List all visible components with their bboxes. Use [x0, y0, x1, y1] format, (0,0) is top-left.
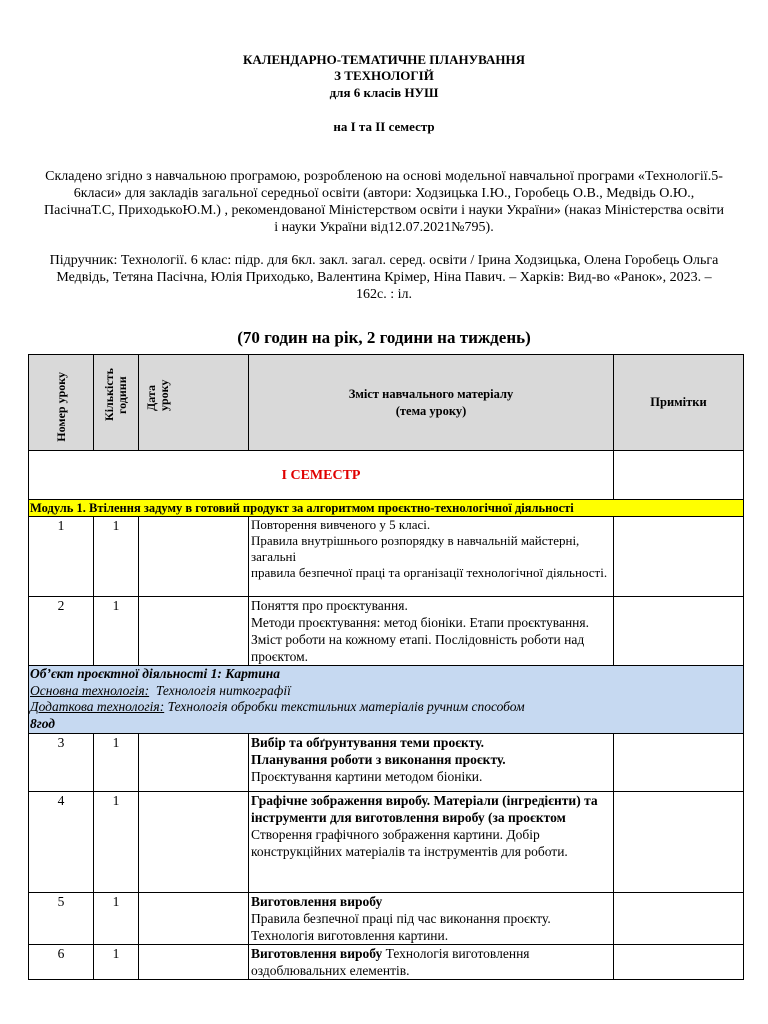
doc-semester-line: на І та ІІ семестр	[333, 119, 435, 134]
lesson-content: Виготовлення виробу Правила безпечної праці під час виконання проєкту. Технологія виготовлення картини.	[249, 893, 614, 945]
lesson-content: Вибір та обґрунтування теми проєкту. Планування роботи з виконання проєкту. Проєктування картини методом біоніки.	[249, 734, 614, 792]
table-header-row	[29, 355, 744, 451]
lesson-num: 4	[29, 792, 94, 893]
table-row	[29, 517, 744, 597]
table-row	[29, 893, 744, 945]
module-label: Модуль 1. Втілення задуму в готовий продукт за алгоритмом проєктно-технологічної діяльності	[29, 500, 744, 517]
project-object-row	[29, 666, 744, 734]
header-lesson-num: Номер уроку	[29, 355, 94, 451]
lesson-hours: 1	[94, 945, 139, 980]
module-row	[29, 500, 744, 517]
lesson-content: Графічне зображення виробу. Матеріали (інгредієнти) та інструменти для виготовлення виробу (за проєктом Створення графічного зображення картини. Добір конструкційних матеріалів та інструментів для роботи.	[249, 792, 614, 893]
lesson-hours: 1	[94, 893, 139, 945]
header-hours: Кількість години	[94, 355, 139, 451]
table-row	[29, 945, 744, 980]
table-row	[29, 792, 744, 893]
lesson-content: Виготовлення виробу Технологія виготовлення оздоблювальних елементів.	[249, 945, 614, 980]
lesson-hours: 1	[94, 517, 139, 597]
header-date: Дата уроку	[139, 355, 249, 451]
hours-per-year: (70 годин на рік, 2 години на тиждень)	[237, 328, 531, 347]
plan-table	[28, 354, 744, 980]
program-paragraph: Складено згідно з навчальною програмою, розробленою на основі модельної навчальної програми «Технології.5-6класи» для закладів загальної середньої освіти (автори: Ходзицька І.Ю., Горобець О.В., Медвідь О.Ю., ПасічнаТ.С, ПриходькоЮ.М.) , рекомендованої Міністерством освіти і науки України» (наказ Міністерства освіти і науки України від12.07.2021№795).	[44, 169, 724, 235]
lesson-content: Повторення вивченого у 5 класі. Правила внутрішнього розпорядку в навчальній майстерні, загальні правила безпечної праці та організації технологічної діяльності.	[249, 517, 614, 597]
textbook-paragraph: Підручник: Технології. 6 клас: підр. для 6кл. закл. загал. серед. освіти / Ірина Ходзицька, Олена Горобець Ольга Медвідь, Тетяна Пасічна, Юлія Приходько, Валентина Крімер, Ніна Павич. – Харків: Вид-во «Ранок», 2023. – 162с. : іл.	[49, 253, 719, 302]
header-content: Зміст навчального матеріалу (тема уроку)	[249, 355, 614, 451]
semester-row	[29, 451, 744, 500]
doc-title-line1: КАЛЕНДАРНО-ТЕМАТИЧНЕ ПЛАНУВАННЯ	[242, 52, 525, 67]
header-notes: Примітки	[614, 355, 744, 451]
lesson-hours: 1	[94, 734, 139, 792]
doc-title-line3: для 6 класів НУШ	[329, 85, 439, 100]
lesson-hours: 1	[94, 597, 139, 666]
doc-title-line2: З ТЕХНОЛОГІЙ	[334, 68, 434, 83]
lesson-num: 1	[29, 517, 94, 597]
table-row	[29, 597, 744, 666]
lesson-num: 6	[29, 945, 94, 980]
semester-label: І СЕМЕСТР	[29, 451, 614, 500]
lesson-content: Поняття про проєктування. Методи проєктування: метод біоніки. Етапи проєктування. Зміст роботи на кожному етапі. Послідовність роботи над проєктом.	[249, 597, 614, 666]
lesson-num: 3	[29, 734, 94, 792]
lesson-num: 2	[29, 597, 94, 666]
lesson-num: 5	[29, 893, 94, 945]
project-object: Об’єкт проєктної діяльності 1: Картина Основна технологія: Технологія ниткографії Додаткова технологія: Технологія обробки текстильних матеріалів ручним способом 8год	[29, 666, 744, 734]
table-row	[29, 734, 744, 792]
lesson-hours: 1	[94, 792, 139, 893]
